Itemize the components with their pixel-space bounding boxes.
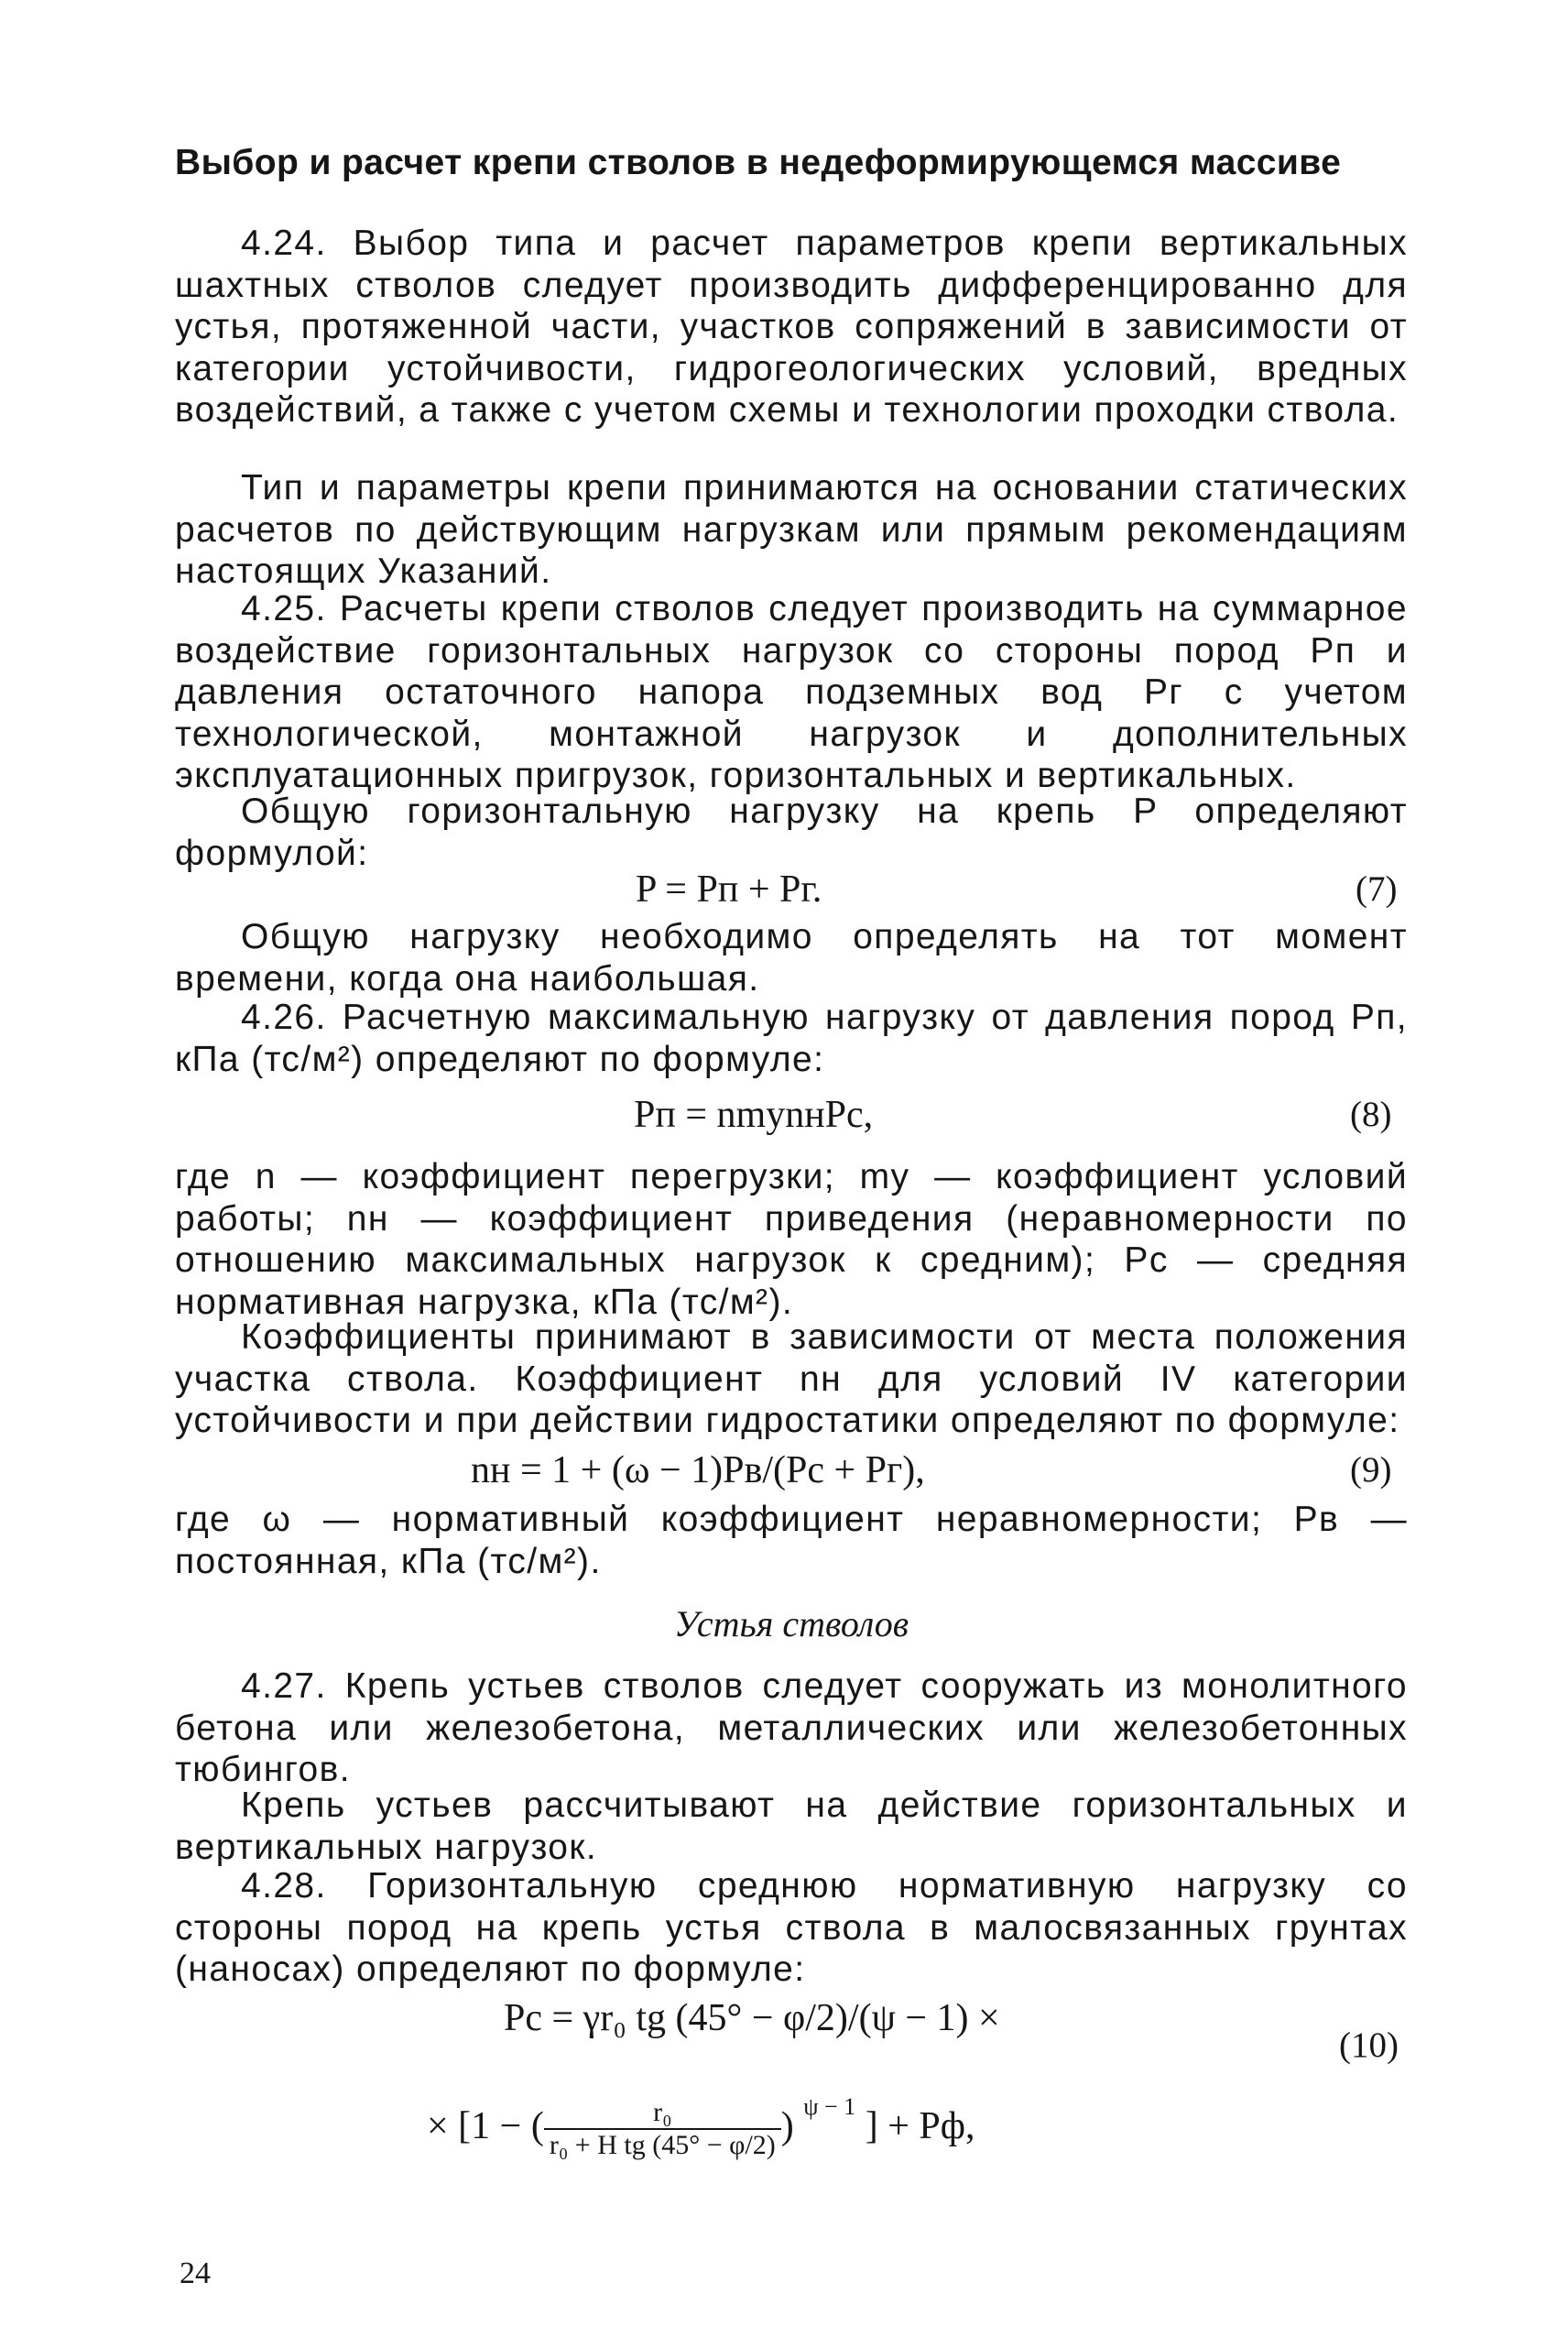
formula-7-number: (7)	[1356, 869, 1398, 909]
formula-9: nн = 1 + (ω − 1)Pв/(Pс + Pг),	[471, 1449, 925, 1491]
formula-10-denominator: r₀ + H tg (45° − φ/2)	[549, 2130, 776, 2161]
formula-10-numerator: r₀	[544, 2097, 781, 2130]
paragraph-4-28: 4.28. Горизонтальную среднюю нормативную нагрузку со стороны пород на крепь устья ствола в малосвязанных грунтах (наносах) определяют по формуле:	[175, 1866, 1408, 1989]
formula-10-bracket-open: × [1 − (	[427, 2105, 544, 2147]
paragraph-total-load: Общую горизонтальную нагрузку на крепь P определяют формулой:	[175, 792, 1408, 873]
paragraph-4-26: 4.26. Расчетную максимальную нагрузку от давления пород Pп, кПа (тс/м²) определяют по формуле:	[175, 998, 1408, 1079]
paragraph-max-time: Общую нагрузку необходимо определять на тот момент времени, когда она наибольшая.	[175, 917, 1408, 999]
paragraph-4-24: 4.24. Выбор типа и расчет параметров крепи вертикальных шахтных стволов следует производить дифференцированно для устья, протяженной части, участков сопряжений в зависимости от категории устойчивости, гидрогеологических условий, вредных воздействий, а также с учетом схемы и технологии проходки ствола.	[175, 224, 1408, 430]
paragraph-where-omega: где ω — нормативный коэффициент неравномерности; Pв — постоянная, кПа (тс/м²).	[175, 1500, 1408, 1581]
formula-8-number: (8)	[1350, 1095, 1392, 1134]
section-heading: Выбор и расчет крепи стволов в недеформирующемся массиве	[175, 143, 1342, 182]
subheading-ustya-stvolov: Устья стволов	[673, 1603, 909, 1644]
paragraph-4-27: 4.27. Крепь устьев стволов следует сооружать из монолитного бетона или железобетона, металлических или железобетонных тюбингов.	[175, 1666, 1408, 1789]
page-number: 24	[180, 2256, 211, 2290]
formula-10-line-2: × [1 − ( $\frac{\text{r₀}}{\text{r₀ + H tg (45° − φ/2)}}$ ) $^{\psi - 1}$ ] + Pф,	[427, 2093, 975, 2161]
formula-10-number: (10)	[1339, 2026, 1399, 2065]
formula-10-fraction	[544, 2097, 781, 2161]
formula-10-line-1: Pс = γr₀ tg (45° − φ/2)/(ψ − 1) ×	[504, 1997, 1000, 2039]
formula-9-number: (9)	[1350, 1450, 1392, 1490]
formula-10-exponent: ψ − 1	[803, 2093, 856, 2120]
formula-10-bracket-close: ] + Pф,	[865, 2105, 975, 2147]
paragraph-statics: Тип и параметры крепи принимаются на основании статических расчетов по действующим нагрузкам или прямым рекомендациям настоящих Указаний.	[175, 468, 1408, 591]
formula-8: Pп = nmуnнPс,	[634, 1094, 874, 1136]
paragraph-4-25: 4.25. Расчеты крепи стволов следует производить на суммарное воздействие горизонтальных нагрузок со стороны пород Pп и давления остаточного напора подземных вод Pг с учетом технологической, монтажной нагрузок и дополнительных эксплуатационных пригрузок, горизонтальных и вертикальных.	[175, 589, 1408, 795]
paragraph-where-n: где n — коэффициент перегрузки; mу — коэффициент условий работы; nн — коэффициент приведения (неравномерности по отношению максимальных нагрузок к средним); Pс — средняя нормативная нагрузка, кПа (тс/м²).	[175, 1157, 1408, 1322]
paragraph-ustya-calc: Крепь устьев рассчитывают на действие горизонтальных и вертикальных нагрузок.	[175, 1785, 1408, 1867]
formula-7: P = Pп + Pг.	[636, 868, 822, 911]
paragraph-coefficients: Коэффициенты принимают в зависимости от места положения участка ствола. Коэффициент nн для условий IV категории устойчивости и при действии гидростатики определяют по формуле:	[175, 1317, 1408, 1440]
